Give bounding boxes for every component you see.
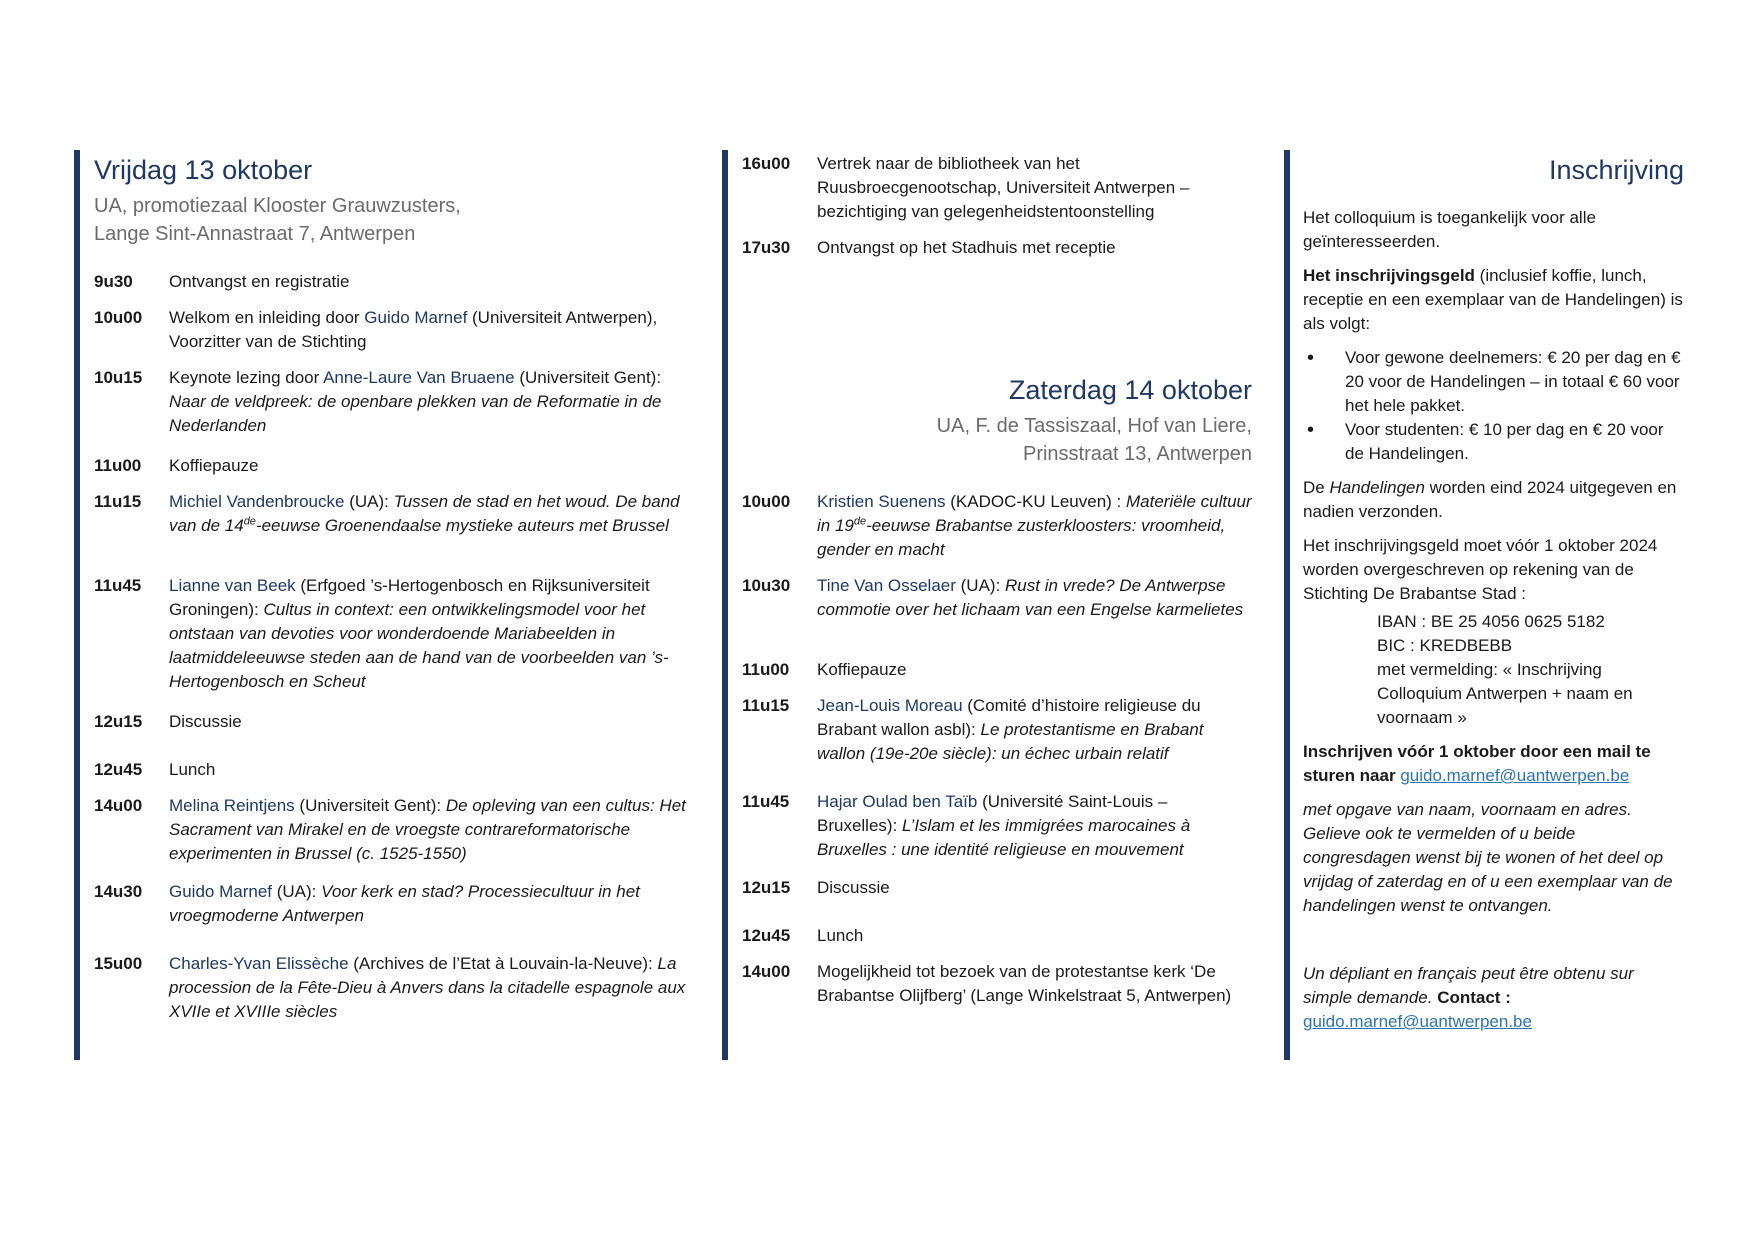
program-item xyxy=(742,960,1252,1008)
talk-title: Le protestantisme en Brabant wallon (19e-20e siècle): un échec urbain relatif xyxy=(817,720,1204,763)
talk-title: De opleving van een cultus: Het Sacrament van Mirakel en de vroegste contrareformatorische experimenten in Brussel (c. 1525-1550) xyxy=(169,796,686,863)
talk-title: Voor kerk en stad? Processiecultuur in het vroegmoderne Antwerpen xyxy=(169,882,640,925)
speaker-name: Tine Van Osselaer xyxy=(817,576,956,595)
program-item xyxy=(94,710,694,734)
item-text: Ontvangst op het Stadhuis met receptie xyxy=(817,238,1116,257)
program-item xyxy=(742,694,1252,766)
item-text: Ontvangst en registratie xyxy=(169,272,350,291)
list-item: • Voor studenten: € 10 per dag en € 20 voor de Handelingen. xyxy=(1303,418,1684,466)
note: met opgave van naam, voornaam en adres. Gelieve ook te vermelden of u beide congresdagen wenst bij te wonen of het deel op vrijdag of zaterdag en of u een exemplaar van de handelingen wenst te ontvangen. xyxy=(1303,800,1673,915)
item-text: Welkom en inleiding door Guido Marnef (Universiteit Antwerpen), Voorzitter van de Stichting xyxy=(169,308,658,351)
program-item xyxy=(742,790,1252,862)
payment-paragraph: Het inschrijvingsgeld moet vóór 1 oktober 2024 worden overgeschreven op rekening van de Stichting De Brabantse Stad : xyxy=(1303,536,1658,603)
fee-list xyxy=(1303,346,1684,466)
email-link[interactable]: guido.marnef@uantwerpen.be xyxy=(1400,766,1630,785)
program-item xyxy=(94,366,694,438)
mail-instruction: Inschrijven vóór 1 oktober door een mail te sturen naar guido.marnef@uantwerpen.be xyxy=(1303,742,1651,785)
friday-column xyxy=(74,150,704,1060)
speaker-name: Charles-Yvan Elissèche xyxy=(169,954,349,973)
item-time: 12u15 xyxy=(94,712,143,731)
item-text: Charles-Yvan Elissèche (Archives de l’Etat à Louvain-la-Neuve): La procession de la Fête-Dieu à Anvers dans la citadelle espagnole aux XVIIe et XVIIIe siècles xyxy=(169,954,686,1021)
talk-title: La procession de la Fête-Dieu à Anvers dans la citadelle espagnole aux XVIIe et XVIIIe siècles xyxy=(169,954,686,1021)
program-item xyxy=(742,658,1252,682)
program-item xyxy=(742,490,1252,562)
item-text: Guido Marnef (UA): Voor kerk en stad? Processiecultuur in het vroegmoderne Antwerpen xyxy=(169,882,640,925)
item-time: 11u00 xyxy=(742,660,790,679)
saturday-column xyxy=(722,150,1252,1060)
friday-location-line1: UA, promotiezaal Klooster Grauwzusters, xyxy=(94,195,461,217)
speaker-name: Jean-Louis Moreau xyxy=(817,696,963,715)
speaker-name: Anne-Laure Van Bruaene xyxy=(323,368,515,387)
item-time: 15u00 xyxy=(94,954,143,973)
program-item xyxy=(94,270,694,294)
fee-paragraph: Het inschrijvingsgeld (inclusief koffie, lunch, receptie en een exemplaar van de Handelingen) is als volgt: xyxy=(1303,266,1683,333)
saturday-header xyxy=(742,370,1252,468)
bic: BIC : KREDBEBB xyxy=(1377,636,1513,655)
item-time: 11u45 xyxy=(742,792,790,811)
item-text: Mogelijkheid tot bezoek van de protestantse kerk ‘De Brabantse Olijfberg’ (Lange Winkelstraat 5, Antwerpen) xyxy=(817,962,1232,1005)
program-item xyxy=(94,454,694,478)
item-time: 11u15 xyxy=(94,492,142,511)
payment-mention: met vermelding: « Inschrijving Colloquium Antwerpen + naam en voornaam » xyxy=(1377,660,1633,727)
item-text: Lunch xyxy=(169,760,216,779)
item-text: Lunch xyxy=(817,926,864,945)
bank-details xyxy=(1303,610,1684,730)
program-item xyxy=(94,880,694,928)
item-time: 10u15 xyxy=(94,368,143,387)
speaker-name: Melina Reintjens xyxy=(169,796,295,815)
item-time: 10u30 xyxy=(742,576,791,595)
friday-location-line2: Lange Sint-Annastraat 7, Antwerpen xyxy=(94,223,416,245)
registration-title: Inschrijving xyxy=(1548,155,1684,185)
item-time: 11u00 xyxy=(94,456,142,475)
talk-title: Materiële cultuur in 19de-eeuwse Brabantse zusterkloosters: vroomheid, gender en macht xyxy=(817,492,1252,559)
saturday-location-line2: Prinsstraat 13, Antwerpen xyxy=(1022,443,1252,465)
item-time: 12u45 xyxy=(742,926,791,945)
program-item xyxy=(94,306,694,354)
program-item xyxy=(94,490,694,538)
item-text: Jean-Louis Moreau (Comité d’histoire religieuse du Brabant wallon asbl): Le protestantisme en Brabant wallon (19e-20e siècle): un échec urbain relatif xyxy=(817,696,1204,763)
item-text: Discussie xyxy=(169,712,242,731)
item-time: 14u00 xyxy=(94,796,143,815)
iban: IBAN : BE 25 4056 0625 5182 xyxy=(1377,612,1605,631)
talk-title: Cultus in context: een ontwikkelingsmodel voor het ontstaan van devoties voor wonderdoende Mariabeelden in laatmiddeleeuwse steden aan de hand van de voorbeelden van ’s-Hertogenbosch en Scheut xyxy=(169,600,669,691)
item-time: 12u45 xyxy=(94,760,143,779)
item-text: Kristien Suenens (KADOC-KU Leuven) : Materiële cultuur in 19de-eeuwse Brabantse zusterkloosters: vroomheid, gender en macht xyxy=(817,492,1252,559)
item-time: 11u15 xyxy=(742,696,790,715)
talk-title: Naar de veldpreek: de openbare plekken van de Reformatie in de Nederlanden xyxy=(169,392,662,435)
registration-column xyxy=(1284,150,1684,1060)
item-time: 10u00 xyxy=(94,308,143,327)
speaker-name: Kristien Suenens xyxy=(817,492,946,511)
list-item: • Voor gewone deelnemers: € 20 per dag en € 20 voor de Handelingen – in totaal € 60 voor het hele pakket. xyxy=(1303,346,1684,418)
talk-title: Tussen de stad en het woud. De band van de 14de-eeuwse Groenendaalse mystieke auteurs met Brussel xyxy=(169,492,680,535)
contact-email-link[interactable]: guido.marnef@uantwerpen.be xyxy=(1303,1012,1532,1031)
program-item xyxy=(94,758,694,782)
item-time: 12u15 xyxy=(742,878,791,897)
speaker-name: Hajar Oulad ben Taïb xyxy=(817,792,978,811)
item-time: 14u30 xyxy=(94,882,143,901)
talk-title: Rust in vrede? De Antwerpse commotie over het lichaam van een Engelse karmelietes xyxy=(817,576,1244,619)
item-text: Koffiepauze xyxy=(169,456,259,475)
program-item xyxy=(742,924,1252,948)
french-note: Un dépliant en français peut être obtenu sur simple demande. Contact : guido.marnef@uantwerpen.be xyxy=(1303,964,1634,1031)
item-text: Melina Reintjens (Universiteit Gent): De opleving van een cultus: Het Sacrament van Mirakel en de vroegste contrareformatorische experimenten in Brussel (c. 1525-1550) xyxy=(169,796,686,863)
item-text: Discussie xyxy=(817,878,890,897)
item-time: 14u00 xyxy=(742,962,791,981)
item-time: 16u00 xyxy=(742,154,791,173)
program-item xyxy=(94,952,694,1024)
program-item xyxy=(742,574,1252,622)
saturday-title: Zaterdag 14 oktober xyxy=(1008,375,1252,405)
item-time: 11u45 xyxy=(94,576,142,595)
speaker-name: Guido Marnef xyxy=(364,308,468,327)
program-item xyxy=(94,574,694,694)
item-text: Tine Van Osselaer (UA): Rust in vrede? De Antwerpse commotie over het lichaam van een Engelse karmelietes xyxy=(817,576,1244,619)
speaker-name: Guido Marnef xyxy=(169,882,272,901)
item-text: Keynote lezing door Anne-Laure Van Bruaene (Universiteit Gent): Naar de veldpreek: de openbare plekken van de Reformatie in de Nederlanden xyxy=(169,368,662,435)
program-item xyxy=(742,876,1252,900)
program-item xyxy=(94,794,694,866)
item-text: Lianne van Beek (Erfgoed ’s-Hertogenbosch en Rijksuniversiteit Groningen): Cultus in context: een ontwikkelingsmodel voor het ontstaan van devoties voor wonderdoende Mariabeelden in laatmiddeleeuwse steden aan de hand van de voorbeelden van ’s-Hertogenbosch en Scheut xyxy=(169,576,669,691)
item-time: 9u30 xyxy=(94,272,133,291)
speaker-name: Lianne van Beek xyxy=(169,576,296,595)
speaker-name: Michiel Vandenbroucke xyxy=(169,492,345,511)
handelingen-paragraph: De Handelingen worden eind 2024 uitgegeven en nadien verzonden. xyxy=(1303,478,1677,521)
item-text: Koffiepauze xyxy=(817,660,907,679)
program-item xyxy=(742,152,1252,224)
program-item xyxy=(742,236,1252,260)
item-time: 10u00 xyxy=(742,492,791,511)
item-time: 17u30 xyxy=(742,238,791,257)
registration-intro: Het colloquium is toegankelijk voor alle geïnteresseerden. xyxy=(1303,208,1596,251)
item-text: Vertrek naar de bibliotheek van het Ruusbroecgenootschap, Universiteit Antwerpen – bezichtiging van gelegenheidstentoonstelling xyxy=(817,154,1190,221)
talk-title: L’Islam et les immigrées marocaines à Bruxelles : une identité religieuse en mouvement xyxy=(817,816,1191,859)
item-text: Michiel Vandenbroucke (UA): Tussen de stad en het woud. De band van de 14de-eeuwse Groenendaalse mystieke auteurs met Brussel xyxy=(169,492,680,535)
item-text: Hajar Oulad ben Taïb (Université Saint-Louis – Bruxelles): L’Islam et les immigrées marocaines à Bruxelles : une identité religieuse en mouvement xyxy=(817,792,1191,859)
friday-title: Vrijdag 13 oktober xyxy=(94,155,313,185)
saturday-location-line1: UA, F. de Tassiszaal, Hof van Liere, xyxy=(936,415,1252,437)
